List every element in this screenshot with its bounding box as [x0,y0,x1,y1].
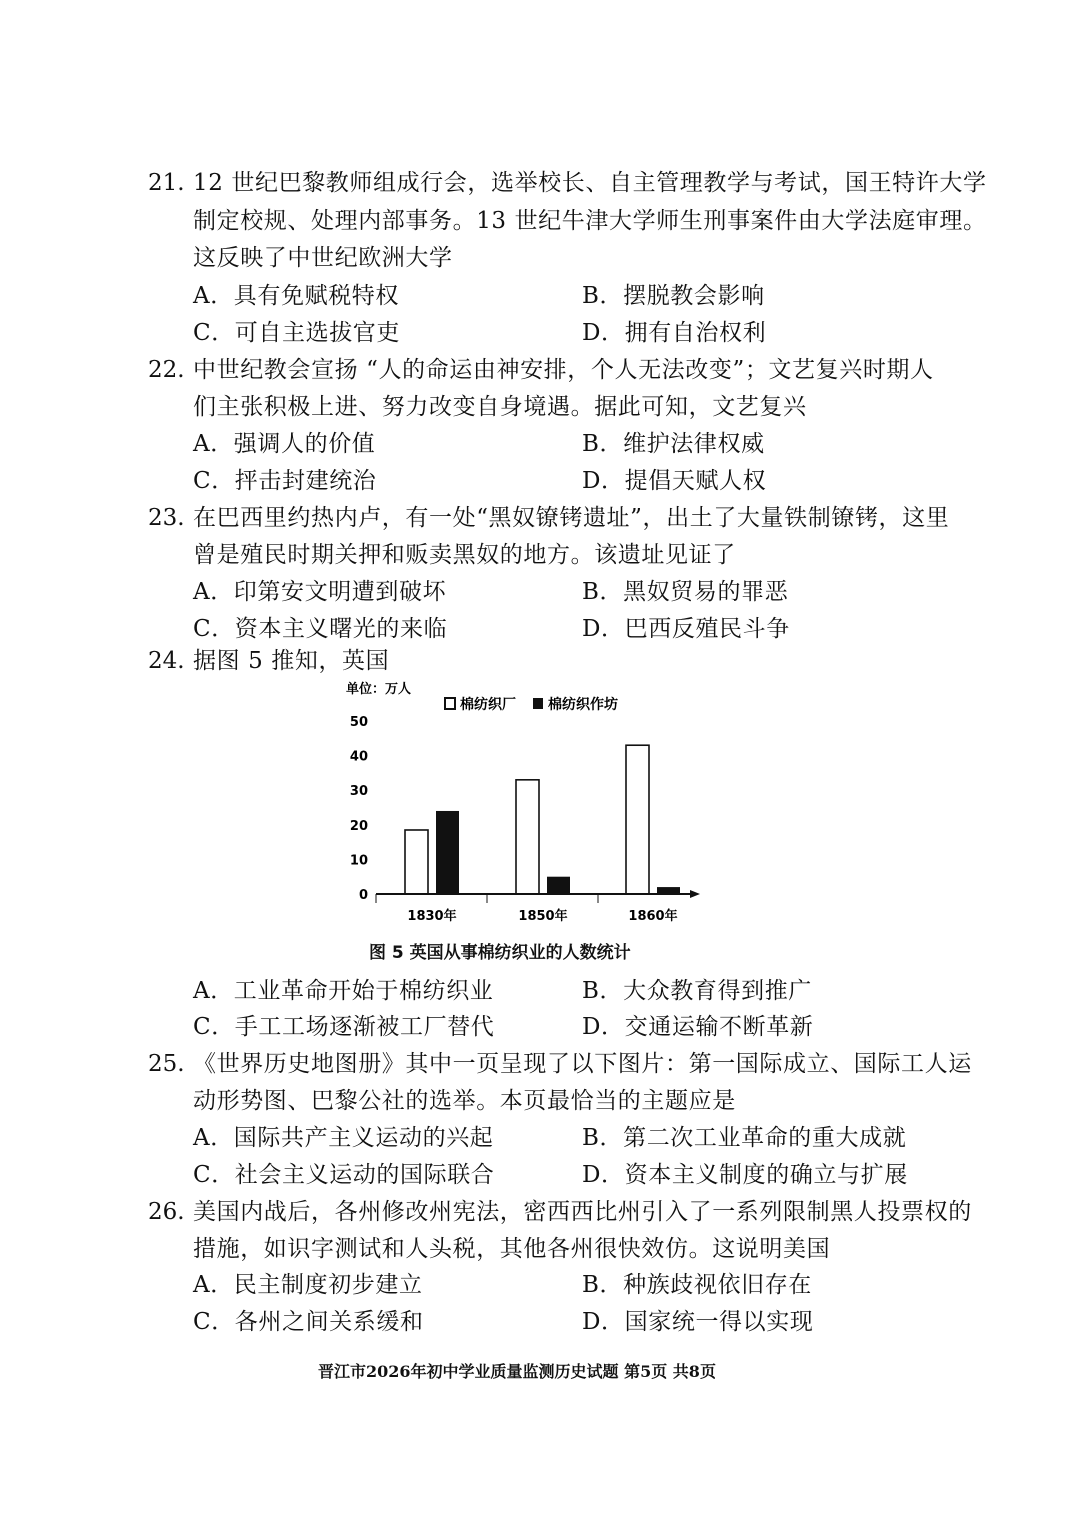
option-c[interactable]: C．可自主选拔官吏 [193,320,400,346]
option-d[interactable]: D．交通运输不断革新 [582,1014,814,1040]
bar-workshop [547,877,570,894]
legend-swatch-factory [445,698,455,709]
legend-label-factory: 棉纺织厂 [460,697,516,713]
option-a[interactable]: A．民主制度初步建立 [193,1272,423,1298]
option-a[interactable]: A．强调人的价值 [193,431,376,457]
question-number: 22. [148,357,185,383]
question-text-line: 们主张积极上进、努力改变自身境遇。据此可知，文艺复兴 [193,394,807,420]
question-text-line: 制定校规、处理内部事务。13 世纪牛津大学师生刑事案件由大学法庭审理。 [193,208,987,234]
option-c[interactable]: C．手工工场逐渐被工厂替代 [193,1014,495,1040]
bar-factory [405,830,428,894]
option-d[interactable]: D．资本主义制度的确立与扩展 [582,1162,908,1188]
bar-factory [516,780,539,894]
option-a[interactable]: A．工业革命开始于棉纺织业 [193,978,494,1004]
bar-factory [626,745,649,894]
bar-chart [330,675,710,935]
question-text-line: 12 世纪巴黎教师组成行会，选举校长、自主管理教学与考试，国王特许大学 [193,170,987,196]
option-c[interactable]: C．社会主义运动的国际联合 [193,1162,495,1188]
question-text-line: 动形势图、巴黎公社的选举。本页最恰当的主题应是 [193,1088,736,1114]
question-text-line: 措施，如识字测试和人头税，其他各州很快效仿。这说明美国 [193,1236,831,1262]
bar-workshop [657,887,680,894]
option-a[interactable]: A．国际共产主义运动的兴起 [193,1125,494,1151]
option-b[interactable]: B．大众教育得到推广 [582,978,812,1004]
question-number: 24. [148,648,185,674]
option-d[interactable]: D．拥有自治权利 [582,320,767,346]
option-d[interactable]: D．国家统一得以实现 [582,1309,814,1335]
y-tick-label: 0 [358,888,368,903]
x-tick-label: 1850年 [518,909,568,924]
bar-workshop [436,811,459,894]
y-tick-label: 50 [349,715,368,730]
question-text-line: 中世纪教会宣扬 “人的命运由神安排，个人无法改变”；文艺复兴时期人 [193,357,934,383]
option-a[interactable]: A．印第安文明遭到破坏 [193,579,447,605]
x-tick-label: 1860年 [628,909,678,924]
question-text-line: 美国内战后，各州修改州宪法，密西西比州引入了一系列限制黑人投票权的 [193,1199,972,1225]
x-axis-arrow [690,890,700,898]
option-b[interactable]: B．维护法律权威 [582,431,765,457]
chart-title: 图 5 英国从事棉纺织业的人数统计 [369,943,631,963]
chart-unit-label: 单位：万人 [346,682,412,697]
y-tick-label: 20 [349,818,368,834]
y-tick-label: 30 [349,784,368,800]
legend-swatch-workshop [533,698,543,709]
question-number: 25. [148,1051,185,1077]
legend-label-workshop: 棉纺织作坊 [548,697,618,713]
option-c[interactable]: C．资本主义曙光的来临 [193,616,448,642]
option-b[interactable]: B．种族歧视依旧存在 [582,1272,812,1298]
option-b[interactable]: B．摆脱教会影响 [582,283,765,309]
question-text-line: 曾是殖民时期关押和贩卖黑奴的地方。该遗址见证了 [193,542,736,568]
question-text-line: 在巴西里约热内卢，有一处“黑奴镣铐遗址”，出土了大量铁制镣铐，这里 [193,505,950,531]
option-c[interactable]: C．各州之间关系缓和 [193,1309,424,1335]
question-number: 21. [148,170,185,196]
question-text-line: 据图 5 推知，英国 [193,648,390,674]
y-tick-label: 10 [349,853,368,869]
option-a[interactable]: A．具有免赋税特权 [193,283,400,309]
option-c[interactable]: C．抨击封建统治 [193,468,377,494]
option-d[interactable]: D．提倡天赋人权 [582,468,767,494]
question-text-line: 《世界历史地图册》其中一页呈现了以下图片：第一国际成立、国际工人运 [193,1051,972,1077]
question-text-line: 这反映了中世纪欧洲大学 [193,245,453,271]
option-b[interactable]: B．第二次工业革命的重大成就 [582,1125,907,1151]
option-d[interactable]: D．巴西反殖民斗争 [582,616,790,642]
question-number: 26. [148,1199,185,1225]
chart-legend [445,696,618,713]
x-tick-label: 1830年 [407,909,457,924]
option-b[interactable]: B．黑奴贸易的罪恶 [582,579,789,605]
question-number: 23. [148,505,185,531]
y-tick-label: 40 [349,749,368,765]
page-footer: 晋江市2026年初中学业质量监测历史试题 第5页 共8页 [318,1362,716,1381]
